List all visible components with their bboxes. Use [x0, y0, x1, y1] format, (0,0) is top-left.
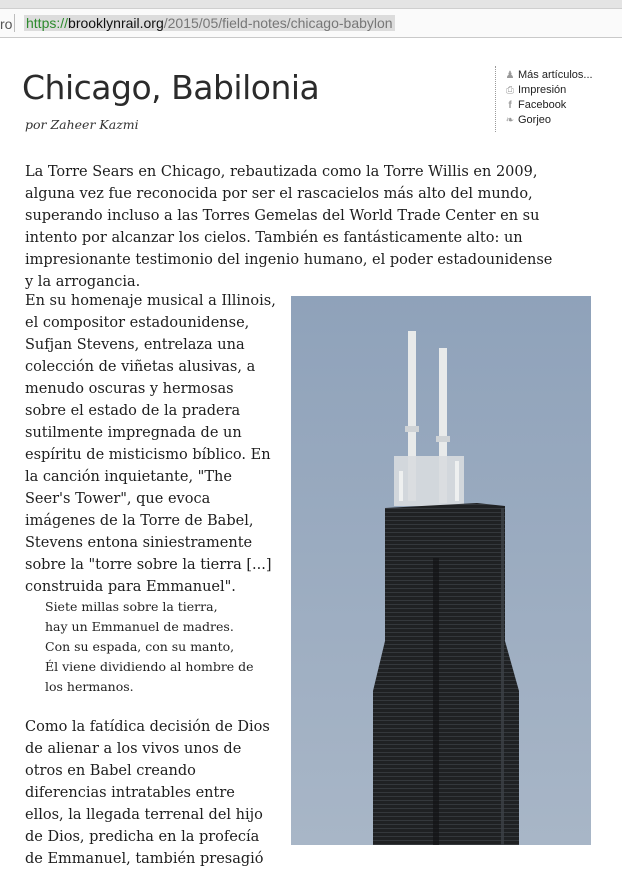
twitter-label: Gorjeo — [518, 114, 552, 126]
url-host: brooklynrail.org — [68, 15, 164, 31]
facebook-label: Facebook — [518, 99, 567, 111]
poem-line: Él viene dividiendo al hombre de los hermanos. — [45, 659, 254, 694]
url-path: /2015/05/field-notes/chicago-babylon — [163, 15, 393, 31]
poem-line: Siete millas sobre la tierra, — [45, 599, 218, 614]
tower-setback — [373, 641, 519, 845]
article-title: Chicago, Babilonia — [22, 68, 320, 107]
more-articles-link[interactable] — [505, 69, 593, 81]
article-paragraph-1: La Torre Sears en Chicago, rebautizada como la Torre Willis en 2009, alguna vez fue reconocida por ser el rascacielos más alto del mundo, superando incluso a las Torres Gemelas del World Trade Center en su intento por alcanzar los cielos. También es fantásticamente alto: un impresionante testimonio del ingenio humano, el poder estadounidense y la arrogancia. — [25, 164, 553, 290]
share-tools — [495, 66, 616, 132]
twitter-link[interactable] — [505, 114, 551, 126]
facebook-link[interactable] — [505, 99, 566, 111]
url-text[interactable] — [24, 15, 395, 31]
tab-strip[interactable] — [0, 0, 622, 9]
person-icon: ♟ — [505, 70, 515, 81]
facebook-icon: f — [508, 100, 512, 111]
article-paragraph-3: Como la fatídica decisión de Dios de alienar a los vivos unos de otros en Babel creando diferencias intratables entre ellos, la llegada terrenal del hijo de Dios, predicha en la profecía de Emmanuel, también presagió — [25, 719, 270, 867]
address-bar[interactable] — [0, 9, 622, 38]
tower-upper — [385, 554, 505, 644]
address-bar-divider — [14, 14, 15, 32]
poem-line: hay un Emmanuel de madres. — [45, 619, 234, 634]
print-link[interactable] — [505, 84, 566, 96]
tab-fragment: ro — [0, 16, 13, 32]
tower-top — [385, 503, 505, 558]
tower-illustration — [291, 296, 591, 845]
url-scheme: https:// — [26, 15, 69, 31]
article-byline: por Zaheer Kazmi — [25, 117, 139, 132]
print-label: Impresión — [518, 84, 567, 96]
poem-line: Con su espada, con su manto, — [45, 639, 235, 654]
more-articles-label: Más artículos... — [518, 69, 593, 81]
print-icon: ⎙ — [506, 85, 514, 96]
poem-quote — [45, 597, 275, 697]
tower-edge-highlight — [501, 508, 504, 845]
browser-chrome — [0, 0, 622, 38]
willis-tower-photo — [291, 296, 591, 845]
article-paragraph-2: En su homenaje musical a Illinois, el compositor estadounidense, Sufjan Stevens, entrelaza una colección de viñetas alusivas, a menudo oscuras y hermosas sobre el estado de la pradera sutilmente impregnada de un espíritu de misticismo bíblico. En la canción inquietante, "The Seer's Tower", que evoca imágenes de la Torre de Babel, Stevens entona siniestramente sobre la "torre sobre la tierra [...] construida para Emmanuel". — [25, 293, 276, 595]
tower-center-shadow — [433, 558, 439, 845]
twitter-bird-icon: ❧ — [505, 115, 515, 126]
